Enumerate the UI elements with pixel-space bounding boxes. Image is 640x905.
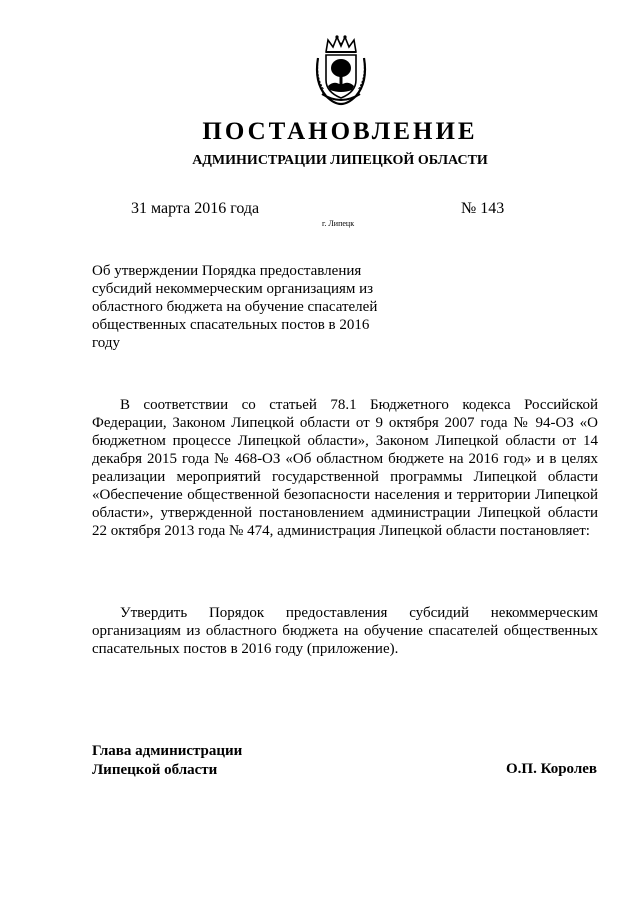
body-paragraph-preamble: В соответствии со статьей 78.1 Бюджетного кодекса Российской Федерации, Законом Липецкой области от 9 октября 2007 года № 94-ОЗ «О бюджетном процессе Липецкой области», Законом Липецкой области от 14 декабря 2015 года № 468-ОЗ «Об областном бюджете на 2016 год» и в целях реализации мероприятий государственной программы Липецкой области «Обеспечение общественной безопасности населения и территории Липецкой области», утвержденной постановлением администрации Липецкой области 22 октября 2013 года № 474, администрация Липецкой области постановляет: (92, 397, 598, 539)
document-title: ПОСТАНОВЛЕНИЕ (202, 118, 478, 145)
body-paragraph-resolution: Утвердить Порядок предоставления субсидий некоммерческим организациям из областного бюджета на обучение спасателей общественных спасательных постов в 2016 году (приложение). (92, 605, 598, 657)
document-topic: Об утверждении Порядка предоставления субсидий некоммерческим организациям из областного бюджета на обучение спасателей общественных спасательных постов в 2016 году (92, 263, 378, 351)
signature-position-line2: Липецкой области (92, 762, 218, 778)
signature-position-line1: Глава администрации (92, 743, 243, 759)
document-date: 31 марта 2016 года (131, 200, 260, 217)
document-city: г. Липецк (322, 219, 355, 228)
signature-name: О.П. Королев (506, 761, 598, 777)
coat-of-arms-icon (312, 34, 370, 106)
document-number: № 143 (461, 200, 505, 217)
document-subtitle: АДМИНИСТРАЦИИ ЛИПЕЦКОЙ ОБЛАСТИ (192, 153, 488, 168)
signature-position (92, 742, 242, 780)
